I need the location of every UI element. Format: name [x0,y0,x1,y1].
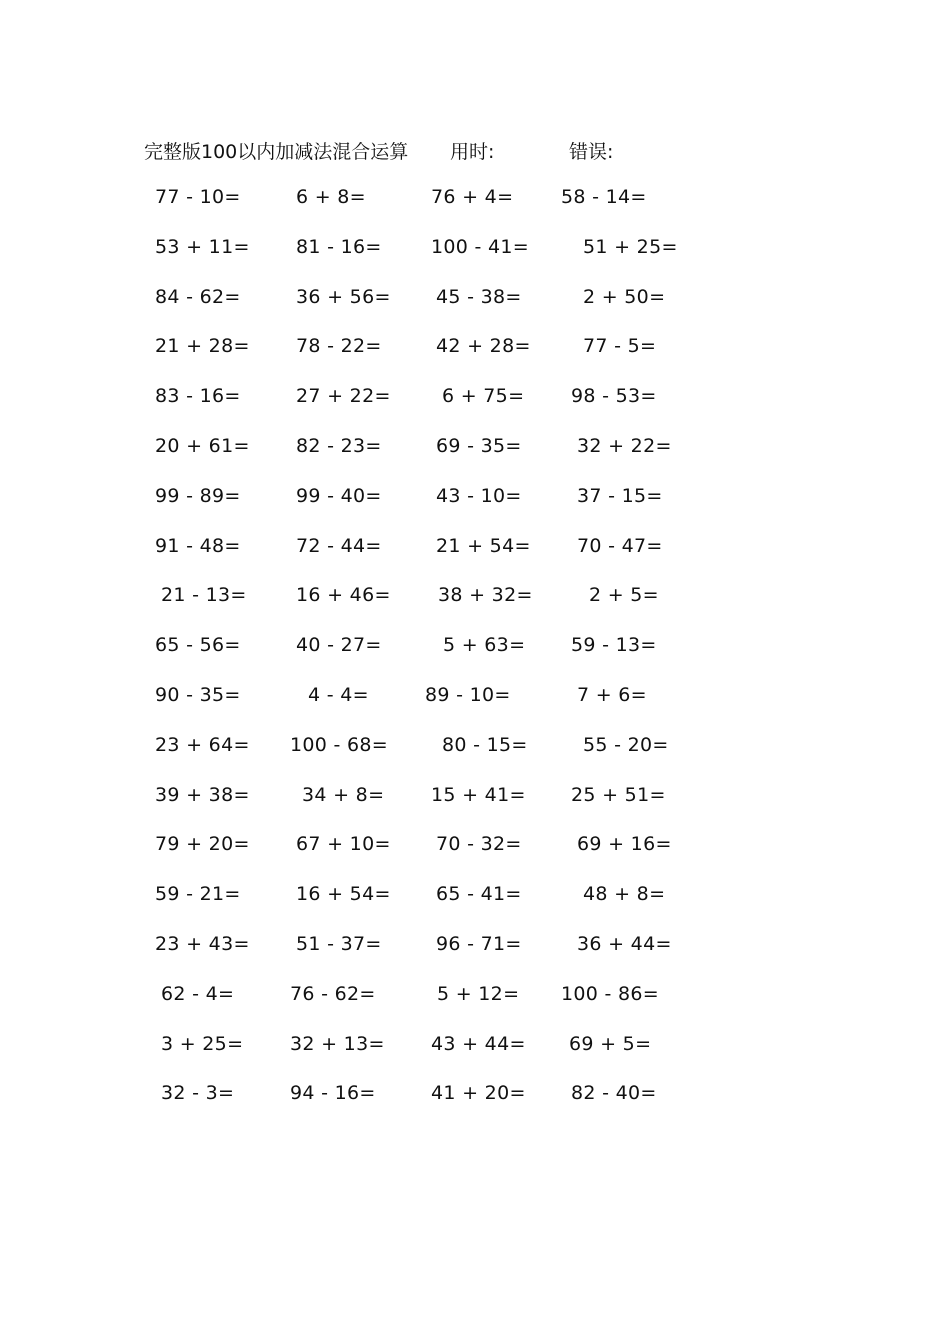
problem-row [0,236,950,264]
problem-cell: 77 - 10= [155,186,241,208]
problem-row [0,485,950,513]
problem-cell: 58 - 14= [561,186,647,208]
problem-cell: 77 - 5= [583,335,657,357]
problem-cell: 100 - 68= [290,734,388,756]
problem-row [0,784,950,812]
problem-cell: 43 - 10= [436,485,522,507]
problem-cell: 65 - 56= [155,634,241,656]
problem-row [0,734,950,762]
problem-row [0,833,950,861]
problem-cell: 5 + 63= [443,634,526,656]
problem-cell: 90 - 35= [155,684,241,706]
problem-cell: 78 - 22= [296,335,382,357]
problem-cell: 27 + 22= [296,385,391,407]
problem-cell: 98 - 53= [571,385,657,407]
problem-cell: 15 + 41= [431,784,526,806]
time-label: 用时: [450,141,495,163]
problem-cell: 16 + 46= [296,584,391,606]
problem-cell: 69 + 5= [569,1033,652,1055]
problem-row [0,634,950,662]
problem-cell: 40 - 27= [296,634,382,656]
problem-cell: 20 + 61= [155,435,250,457]
error-label: 错误: [569,141,614,163]
problem-cell: 21 + 54= [436,535,531,557]
problem-cell: 3 + 25= [161,1033,244,1055]
problem-cell: 81 - 16= [296,236,382,258]
problem-cell: 2 + 5= [589,584,659,606]
problem-cell: 83 - 16= [155,385,241,407]
problem-cell: 80 - 15= [442,734,528,756]
problem-cell: 42 + 28= [436,335,531,357]
problem-cell: 62 - 4= [161,983,235,1005]
problem-cell: 7 + 6= [577,684,647,706]
problem-cell: 82 - 40= [571,1082,657,1104]
problem-row [0,933,950,961]
problem-cell: 45 - 38= [436,286,522,308]
problem-cell: 21 - 13= [161,584,247,606]
problem-cell: 6 + 75= [442,385,525,407]
problem-cell: 37 - 15= [577,485,663,507]
problem-cell: 43 + 44= [431,1033,526,1055]
problem-cell: 67 + 10= [296,833,391,855]
problem-cell: 51 + 25= [583,236,678,258]
problem-row [0,435,950,463]
problem-cell: 72 - 44= [296,535,382,557]
problem-cell: 48 + 8= [583,883,666,905]
problem-cell: 69 - 35= [436,435,522,457]
problem-cell: 23 + 43= [155,933,250,955]
problem-cell: 6 + 8= [296,186,366,208]
problem-cell: 70 - 32= [436,833,522,855]
problem-cell: 76 + 4= [431,186,514,208]
problem-row [0,883,950,911]
problem-cell: 65 - 41= [436,883,522,905]
problem-cell: 100 - 86= [561,983,659,1005]
problem-cell: 4 - 4= [308,684,369,706]
problem-cell: 99 - 89= [155,485,241,507]
problem-row [0,584,950,612]
problem-row [0,1033,950,1061]
problem-cell: 70 - 47= [577,535,663,557]
problem-row [0,186,950,214]
problem-cell: 32 - 3= [161,1082,235,1104]
worksheet-title: 完整版100以内加减法混合运算 [144,141,409,163]
problem-row [0,535,950,563]
problem-cell: 36 + 44= [577,933,672,955]
problem-cell: 51 - 37= [296,933,382,955]
problem-row [0,684,950,712]
problem-cell: 32 + 22= [577,435,672,457]
problem-cell: 76 - 62= [290,983,376,1005]
problem-cell: 89 - 10= [425,684,511,706]
problem-cell: 59 - 21= [155,883,241,905]
problem-cell: 84 - 62= [155,286,241,308]
problem-cell: 99 - 40= [296,485,382,507]
problem-cell: 16 + 54= [296,883,391,905]
problem-row [0,335,950,363]
problem-cell: 23 + 64= [155,734,250,756]
problem-cell: 5 + 12= [437,983,520,1005]
problem-cell: 36 + 56= [296,286,391,308]
problem-cell: 69 + 16= [577,833,672,855]
problem-cell: 53 + 11= [155,236,250,258]
problem-cell: 32 + 13= [290,1033,385,1055]
problem-row [0,983,950,1011]
problem-cell: 34 + 8= [302,784,385,806]
problem-cell: 82 - 23= [296,435,382,457]
problem-cell: 59 - 13= [571,634,657,656]
problem-cell: 94 - 16= [290,1082,376,1104]
problem-cell: 2 + 50= [583,286,666,308]
problem-cell: 39 + 38= [155,784,250,806]
problem-cell: 21 + 28= [155,335,250,357]
problem-row [0,1082,950,1110]
problem-cell: 100 - 41= [431,236,529,258]
problem-cell: 41 + 20= [431,1082,526,1104]
problem-cell: 96 - 71= [436,933,522,955]
problem-cell: 38 + 32= [438,584,533,606]
problem-cell: 79 + 20= [155,833,250,855]
problem-cell: 91 - 48= [155,535,241,557]
problem-cell: 55 - 20= [583,734,669,756]
problem-row [0,385,950,413]
problem-row [0,286,950,314]
problem-cell: 25 + 51= [571,784,666,806]
